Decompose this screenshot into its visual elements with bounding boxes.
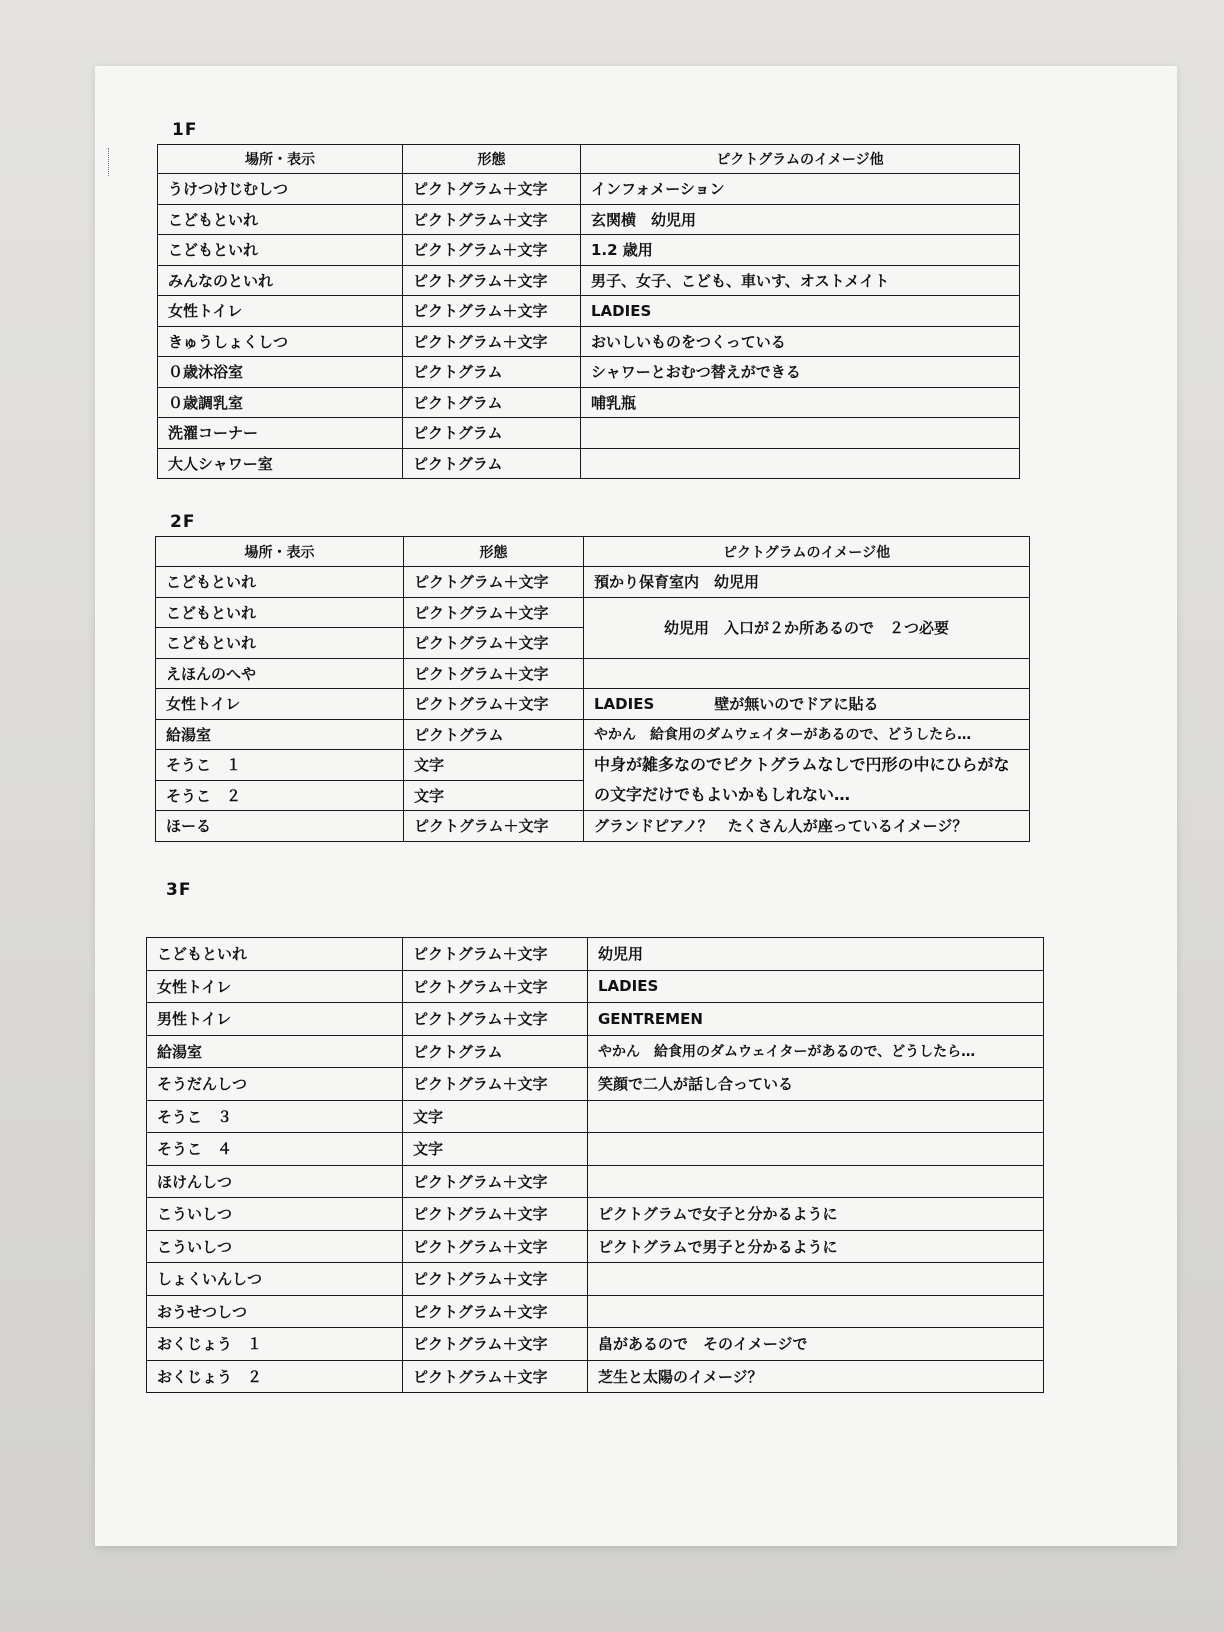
image-cell: やかん 給食用のダムウェイターがあるので、どうしたら… bbox=[584, 719, 1030, 750]
table-row bbox=[147, 970, 1044, 1003]
table-row bbox=[156, 750, 1030, 781]
table-row bbox=[147, 1328, 1044, 1361]
image-cell: 1.2 歳用 bbox=[581, 235, 1020, 266]
form-cell: ピクトグラム＋文字 bbox=[403, 204, 581, 235]
image-cell: 幼児用 bbox=[588, 938, 1044, 971]
table-row bbox=[147, 1068, 1044, 1101]
table-row bbox=[158, 387, 1020, 418]
form-cell: ピクトグラム＋文字 bbox=[403, 1295, 588, 1328]
image-cell: インフォメーション bbox=[581, 174, 1020, 205]
form-cell: ピクトグラム＋文字 bbox=[403, 296, 581, 327]
table-row bbox=[158, 418, 1020, 449]
place-cell: こどもといれ bbox=[156, 567, 404, 598]
form-cell: ピクトグラム＋文字 bbox=[403, 1068, 588, 1101]
form-cell: ピクトグラム＋文字 bbox=[403, 174, 581, 205]
form-cell: 文字 bbox=[404, 750, 584, 781]
table-row bbox=[158, 296, 1020, 327]
table-row bbox=[147, 1035, 1044, 1068]
table-row bbox=[147, 1100, 1044, 1133]
place-cell: こどもといれ bbox=[156, 597, 404, 628]
header-place: 場所・表示 bbox=[158, 145, 403, 174]
header-image: ピクトグラムのイメージ他 bbox=[581, 145, 1020, 174]
form-cell: ピクトグラム＋文字 bbox=[403, 326, 581, 357]
place-cell: きゅうしょくしつ bbox=[158, 326, 403, 357]
header-form: 形態 bbox=[404, 537, 584, 567]
form-cell: ピクトグラム＋文字 bbox=[403, 938, 588, 971]
table-row bbox=[158, 357, 1020, 388]
form-cell: ピクトグラム bbox=[403, 418, 581, 449]
image-cell bbox=[581, 448, 1020, 479]
place-cell: そうこ ３ bbox=[147, 1100, 403, 1133]
place-cell: 女性トイレ bbox=[158, 296, 403, 327]
image-cell: 笑顔で二人が話し合っている bbox=[588, 1068, 1044, 1101]
image-cell: LADIES 壁が無いのでドアに貼る bbox=[584, 689, 1030, 720]
table-row bbox=[156, 567, 1030, 598]
image-cell: 預かり保育室内 幼児用 bbox=[584, 567, 1030, 598]
image-cell: 畠があるので そのイメージで bbox=[588, 1328, 1044, 1361]
image-cell-merged: 幼児用 入口が２か所あるので ２つ必要 bbox=[584, 597, 1030, 658]
place-cell: ほけんしつ bbox=[147, 1165, 403, 1198]
table-row bbox=[156, 597, 1030, 628]
form-cell: 文字 bbox=[403, 1133, 588, 1166]
form-cell: ピクトグラム＋文字 bbox=[403, 1263, 588, 1296]
image-cell bbox=[588, 1263, 1044, 1296]
form-cell: ピクトグラム＋文字 bbox=[403, 970, 588, 1003]
image-cell-merged: 中身が雑多なのでピクトグラムなしで円形の中にひらがなの文字だけでもよいかもしれない… bbox=[584, 750, 1030, 811]
image-cell: 男子、女子、こども、車いす、オストメイト bbox=[581, 265, 1020, 296]
form-cell: ピクトグラム bbox=[403, 357, 581, 388]
table-row bbox=[147, 1295, 1044, 1328]
form-cell: ピクトグラム bbox=[404, 719, 584, 750]
place-cell: みんなのといれ bbox=[158, 265, 403, 296]
table-row bbox=[158, 235, 1020, 266]
place-cell: おくじょう １ bbox=[147, 1328, 403, 1361]
image-cell: ピクトグラムで女子と分かるように bbox=[588, 1198, 1044, 1231]
place-cell: こういしつ bbox=[147, 1198, 403, 1231]
place-cell: こどもといれ bbox=[158, 235, 403, 266]
image-cell: GENTREMEN bbox=[588, 1003, 1044, 1036]
form-cell: ピクトグラム＋文字 bbox=[403, 1198, 588, 1231]
image-cell bbox=[588, 1100, 1044, 1133]
floor-label-1f: 1F bbox=[172, 120, 198, 140]
form-cell: ピクトグラム＋文字 bbox=[403, 1230, 588, 1263]
image-cell bbox=[588, 1133, 1044, 1166]
place-cell: こどもといれ bbox=[156, 628, 404, 659]
form-cell: ピクトグラム＋文字 bbox=[404, 689, 584, 720]
table-row bbox=[147, 1198, 1044, 1231]
table-row bbox=[147, 1133, 1044, 1166]
place-cell: 女性トイレ bbox=[156, 689, 404, 720]
table-header-row bbox=[156, 537, 1030, 567]
image-cell: 玄関横 幼児用 bbox=[581, 204, 1020, 235]
place-cell: 大人シャワー室 bbox=[158, 448, 403, 479]
form-cell: ピクトグラム bbox=[403, 1035, 588, 1068]
place-cell: おくじょう ２ bbox=[147, 1360, 403, 1393]
form-cell: ピクトグラム bbox=[403, 448, 581, 479]
table-row bbox=[147, 1360, 1044, 1393]
table-row bbox=[158, 204, 1020, 235]
form-cell: ピクトグラム＋文字 bbox=[403, 1003, 588, 1036]
form-cell: ピクトグラム＋文字 bbox=[403, 1360, 588, 1393]
form-cell: ピクトグラム＋文字 bbox=[403, 1328, 588, 1361]
place-cell: そうだんしつ bbox=[147, 1068, 403, 1101]
form-cell: ピクトグラム＋文字 bbox=[403, 1165, 588, 1198]
header-place: 場所・表示 bbox=[156, 537, 404, 567]
table-row bbox=[147, 1003, 1044, 1036]
floor-label-3f: 3F bbox=[166, 880, 192, 900]
place-cell: 給湯室 bbox=[156, 719, 404, 750]
table-row bbox=[158, 174, 1020, 205]
place-cell: 女性トイレ bbox=[147, 970, 403, 1003]
table-row bbox=[147, 938, 1044, 971]
table-row bbox=[158, 265, 1020, 296]
image-cell bbox=[588, 1295, 1044, 1328]
place-cell: そうこ ２ bbox=[156, 780, 404, 811]
image-cell: ピクトグラムで男子と分かるように bbox=[588, 1230, 1044, 1263]
place-cell: 男性トイレ bbox=[147, 1003, 403, 1036]
table-row bbox=[156, 689, 1030, 720]
place-cell: ほーる bbox=[156, 811, 404, 842]
image-cell: LADIES bbox=[581, 296, 1020, 327]
table-row bbox=[147, 1230, 1044, 1263]
margin-mark bbox=[108, 148, 115, 176]
place-cell: えほんのへや bbox=[156, 658, 404, 689]
image-cell: LADIES bbox=[588, 970, 1044, 1003]
form-cell: ピクトグラム＋文字 bbox=[404, 811, 584, 842]
table-row bbox=[156, 811, 1030, 842]
table-header-row bbox=[158, 145, 1020, 174]
table-3f bbox=[146, 937, 1044, 1393]
image-cell bbox=[588, 1165, 1044, 1198]
image-cell: やかん 給食用のダムウェイターがあるので、どうしたら… bbox=[588, 1035, 1044, 1068]
image-cell: 芝生と太陽のイメージ？ bbox=[588, 1360, 1044, 1393]
form-cell: ピクトグラム＋文字 bbox=[404, 597, 584, 628]
image-cell: 哺乳瓶 bbox=[581, 387, 1020, 418]
table-row bbox=[158, 448, 1020, 479]
form-cell: ピクトグラム bbox=[403, 387, 581, 418]
image-cell bbox=[581, 418, 1020, 449]
image-cell: シャワーとおむつ替えができる bbox=[581, 357, 1020, 388]
place-cell: ０歳調乳室 bbox=[158, 387, 403, 418]
table-row bbox=[147, 1165, 1044, 1198]
form-cell: ピクトグラム＋文字 bbox=[404, 628, 584, 659]
place-cell: しょくいんしつ bbox=[147, 1263, 403, 1296]
header-form: 形態 bbox=[403, 145, 581, 174]
place-cell: 給湯室 bbox=[147, 1035, 403, 1068]
form-cell: ピクトグラム＋文字 bbox=[404, 658, 584, 689]
floor-label-2f: 2F bbox=[170, 512, 196, 532]
table-row bbox=[156, 719, 1030, 750]
place-cell: おうせつしつ bbox=[147, 1295, 403, 1328]
header-image: ピクトグラムのイメージ他 bbox=[584, 537, 1030, 567]
image-cell: おいしいものをつくっている bbox=[581, 326, 1020, 357]
form-cell: 文字 bbox=[404, 780, 584, 811]
table-row bbox=[158, 326, 1020, 357]
form-cell: ピクトグラム＋文字 bbox=[403, 235, 581, 266]
place-cell: うけつけじむしつ bbox=[158, 174, 403, 205]
form-cell: ピクトグラム＋文字 bbox=[404, 567, 584, 598]
place-cell: こういしつ bbox=[147, 1230, 403, 1263]
form-cell: ピクトグラム＋文字 bbox=[403, 265, 581, 296]
place-cell: こどもといれ bbox=[158, 204, 403, 235]
place-cell: こどもといれ bbox=[147, 938, 403, 971]
place-cell: そうこ １ bbox=[156, 750, 404, 781]
place-cell: 洗濯コーナー bbox=[158, 418, 403, 449]
table-row bbox=[156, 658, 1030, 689]
image-cell: グランドピアノ？ たくさん人が座っているイメージ？ bbox=[584, 811, 1030, 842]
table-2f bbox=[155, 536, 1030, 842]
place-cell: ０歳沐浴室 bbox=[158, 357, 403, 388]
table-row bbox=[147, 1263, 1044, 1296]
table-1f bbox=[157, 144, 1020, 479]
image-cell bbox=[584, 658, 1030, 689]
place-cell: そうこ ４ bbox=[147, 1133, 403, 1166]
form-cell: 文字 bbox=[403, 1100, 588, 1133]
